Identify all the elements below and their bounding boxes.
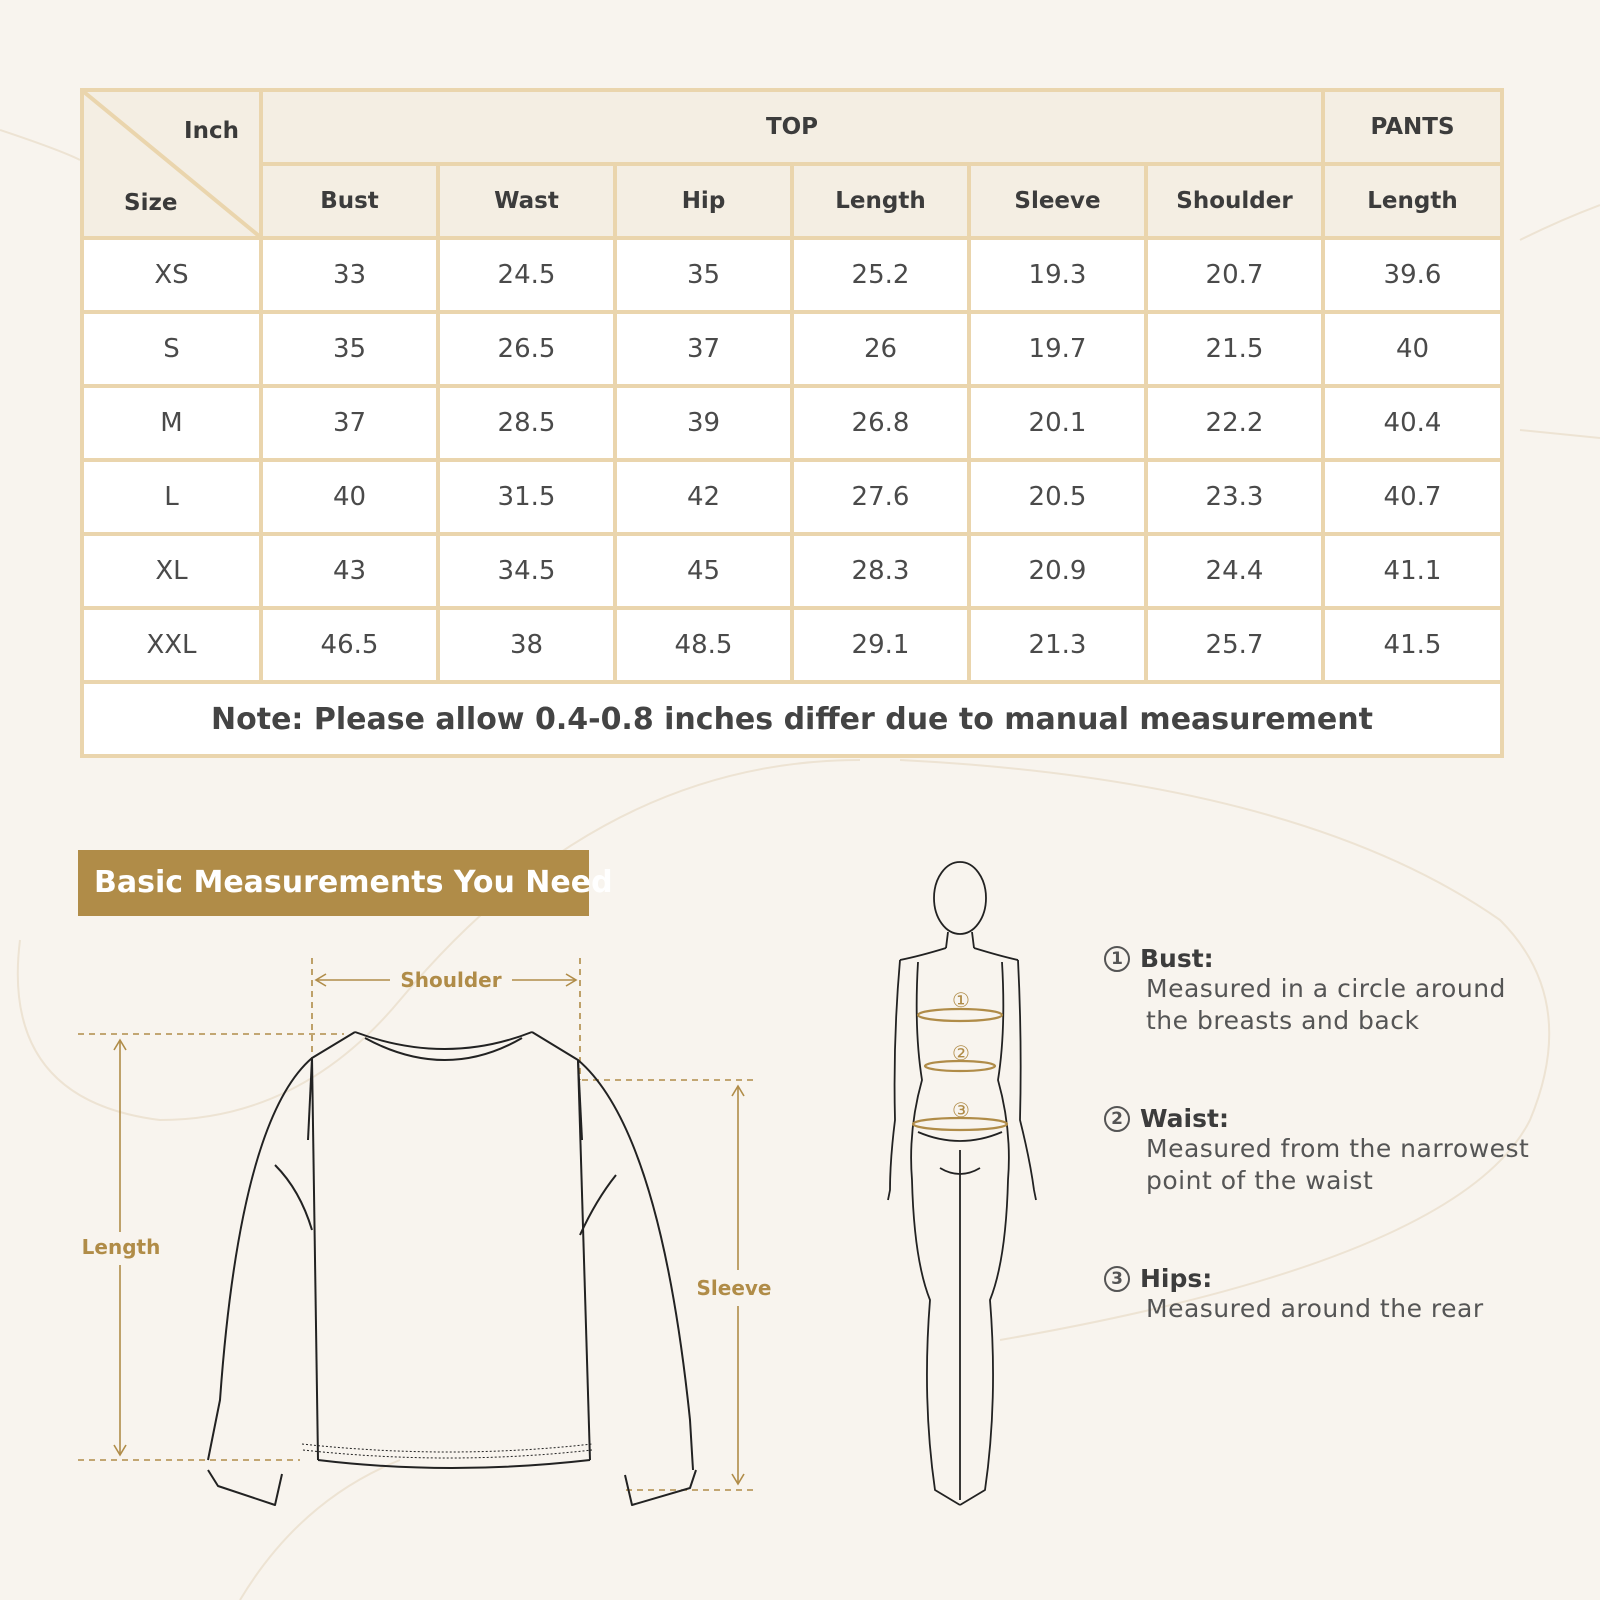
table-cell: 29.1: [794, 610, 967, 680]
table-cell: 28.5: [440, 388, 613, 458]
measurement-note: Note: Please allow 0.4-0.8 inches differ due to manual measurement: [84, 684, 1500, 754]
table-cell: 25.2: [794, 240, 967, 310]
table-cell: 40: [263, 462, 436, 532]
section-banner: Basic Measurements You Need: [78, 850, 589, 916]
table-cell: 45: [617, 536, 790, 606]
number-badge: 3: [1104, 1266, 1130, 1292]
column-header-waist: Wast: [440, 166, 613, 236]
table-cell: 40: [1325, 314, 1500, 384]
table-cell: 39.6: [1325, 240, 1500, 310]
legend-description: [1146, 1293, 1574, 1325]
table-cell: 46.5: [263, 610, 436, 680]
table-cell: 26.8: [794, 388, 967, 458]
table-cell: 21.3: [971, 610, 1144, 680]
table-cell: 24.4: [1148, 536, 1321, 606]
table-cell: 48.5: [617, 610, 790, 680]
legend-line: Measured from the narrowest: [1146, 1134, 1530, 1163]
length-label: Length: [81, 1235, 161, 1259]
table-cell: 40.7: [1325, 462, 1500, 532]
legend-item-bust: [1104, 944, 1574, 1037]
table-cell: 23.3: [1148, 462, 1321, 532]
unit-label: Inch: [184, 118, 239, 144]
column-header-bust: Bust: [263, 166, 436, 236]
legend-line: the breasts and back: [1146, 1006, 1420, 1035]
table-cell: 41.5: [1325, 610, 1500, 680]
size-cell: M: [84, 388, 259, 458]
column-header-pants-length: Length: [1325, 166, 1500, 236]
legend-line: Measured in a circle around: [1146, 974, 1506, 1003]
legend-title: Waist:: [1140, 1104, 1229, 1133]
table-cell: 26: [794, 314, 967, 384]
sweatshirt-outline: [208, 1032, 696, 1505]
legend-title: Bust:: [1140, 944, 1214, 973]
table-cell: 20.1: [971, 388, 1144, 458]
bust-marker: ①: [952, 988, 970, 1012]
column-header-top-length: Length: [794, 166, 967, 236]
table-cell: 26.5: [440, 314, 613, 384]
table-cell: 21.5: [1148, 314, 1321, 384]
column-header-sleeve: Sleeve: [971, 166, 1144, 236]
size-cell: XL: [84, 536, 259, 606]
size-label: Size: [124, 190, 178, 216]
top-group-header: TOP: [263, 92, 1321, 162]
table-cell: 35: [617, 240, 790, 310]
table-cell: 37: [617, 314, 790, 384]
column-header-shoulder: Shoulder: [1148, 166, 1321, 236]
table-cell: 40.4: [1325, 388, 1500, 458]
legend-line: point of the waist: [1146, 1166, 1374, 1195]
table-cell: 38: [440, 610, 613, 680]
pants-group-header: PANTS: [1325, 92, 1500, 162]
size-cell: S: [84, 314, 259, 384]
shoulder-label: Shoulder: [400, 968, 502, 992]
legend-item-waist: [1104, 1104, 1574, 1197]
hips-marker: ③: [952, 1098, 970, 1122]
table-cell: 33: [263, 240, 436, 310]
table-cell: 39: [617, 388, 790, 458]
table-cell: 24.5: [440, 240, 613, 310]
size-cell: L: [84, 462, 259, 532]
table-cell: 20.7: [1148, 240, 1321, 310]
legend-line: Measured around the rear: [1146, 1294, 1484, 1323]
table-cell: 19.3: [971, 240, 1144, 310]
table-cell: 43: [263, 536, 436, 606]
legend-description: [1146, 973, 1574, 1037]
column-header-hip: Hip: [617, 166, 790, 236]
number-badge: 1: [1104, 946, 1130, 972]
body-figure-outline: [888, 862, 1036, 1505]
table-cell: 20.5: [971, 462, 1144, 532]
size-cell: XS: [84, 240, 259, 310]
table-cell: 34.5: [440, 536, 613, 606]
legend-description: [1146, 1133, 1574, 1197]
legend-item-hips: [1104, 1264, 1574, 1325]
number-badge: 2: [1104, 1106, 1130, 1132]
legend-title: Hips:: [1140, 1264, 1213, 1293]
table-cell: 25.7: [1148, 610, 1321, 680]
table-cell: 19.7: [971, 314, 1144, 384]
sleeve-label: Sleeve: [696, 1276, 772, 1300]
table-cell: 27.6: [794, 462, 967, 532]
table-cell: 31.5: [440, 462, 613, 532]
table-cell: 41.1: [1325, 536, 1500, 606]
garment-dimension-lines: [78, 958, 758, 1490]
waist-marker: ②: [952, 1041, 970, 1065]
table-cell: 28.3: [794, 536, 967, 606]
table-cell: 35: [263, 314, 436, 384]
table-cell: 22.2: [1148, 388, 1321, 458]
table-cell: 20.9: [971, 536, 1144, 606]
size-cell: XXL: [84, 610, 259, 680]
table-cell: 37: [263, 388, 436, 458]
table-cell: 42: [617, 462, 790, 532]
